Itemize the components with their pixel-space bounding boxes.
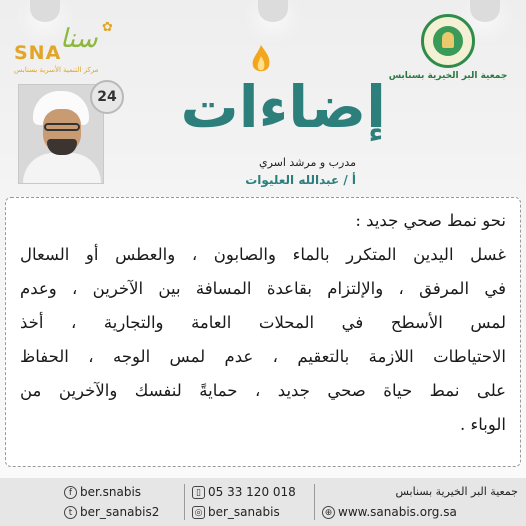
- article-line: الوباء .: [459, 415, 506, 434]
- facebook-link[interactable]: f ber.snabis: [64, 482, 159, 502]
- footer-divider: [314, 484, 315, 520]
- article-line: لمس الأسطح في المحلات العامة والتجارية ، أخذ: [20, 313, 506, 332]
- org-emblem-icon: [421, 14, 475, 68]
- article-box: [5, 197, 521, 467]
- flame-icon: [250, 44, 272, 76]
- footer-org: [322, 482, 518, 522]
- article-text: [20, 204, 506, 442]
- phone-link[interactable]: ▯ 05 33 120 018: [192, 482, 296, 502]
- footer: [0, 478, 526, 526]
- globe-icon: ⊕: [322, 506, 335, 519]
- org-name: جمعية البر الخيرية بسنابس: [388, 71, 508, 81]
- footer-contact: [192, 482, 296, 522]
- center-brand-english: SNA: [14, 42, 62, 64]
- center-brand-arabic: سنا: [60, 24, 98, 54]
- ceiling-lamp: [258, 0, 288, 22]
- instagram-link[interactable]: ◎ ber_sanabis: [192, 502, 296, 522]
- footer-org-name: جمعية البر الخيرية بسنابس: [395, 485, 518, 498]
- trainer-role: مدرب و مرشد اسري: [258, 156, 356, 169]
- phone-icon: ▯: [192, 486, 205, 499]
- issue-number-badge: 24: [90, 80, 124, 114]
- twitter-icon: t: [64, 506, 77, 519]
- page-title: إضاءات: [180, 73, 386, 141]
- instagram-icon: ◎: [192, 506, 205, 519]
- facebook-icon: f: [64, 486, 77, 499]
- trainer-name: أ / عبدالله العليوات: [245, 173, 356, 187]
- footer-divider: [184, 484, 185, 520]
- article-line: في المرفق ، والإلتزام بقاعدة المسافة بين الآخرين ، وعدم: [20, 279, 506, 298]
- flower-icon: ✿: [102, 20, 113, 35]
- article-heading: نحو نمط صحي جديد :: [355, 211, 506, 230]
- website-link[interactable]: ⊕ www.sanabis.org.sa: [322, 502, 518, 522]
- twitter-link[interactable]: t ber_sanabis2: [64, 502, 159, 522]
- article-line: الاحتياطات اللازمة بالتعقيم ، عدم لمس الوجه ، الحفاظ: [20, 347, 506, 366]
- org-logo: [388, 14, 508, 81]
- footer-social: [64, 482, 159, 522]
- article-line: على نمط حياة صحي جديد ، حمايةً لنفسك والآخرين من: [20, 381, 506, 400]
- article-line: غسل اليدين المتكرر بالماء والصابون ، والعطس أو السعال: [20, 245, 506, 264]
- center-subtitle: مركز التنمية الأسرية بسنابس: [14, 66, 99, 74]
- ceiling-lamp: [30, 0, 60, 22]
